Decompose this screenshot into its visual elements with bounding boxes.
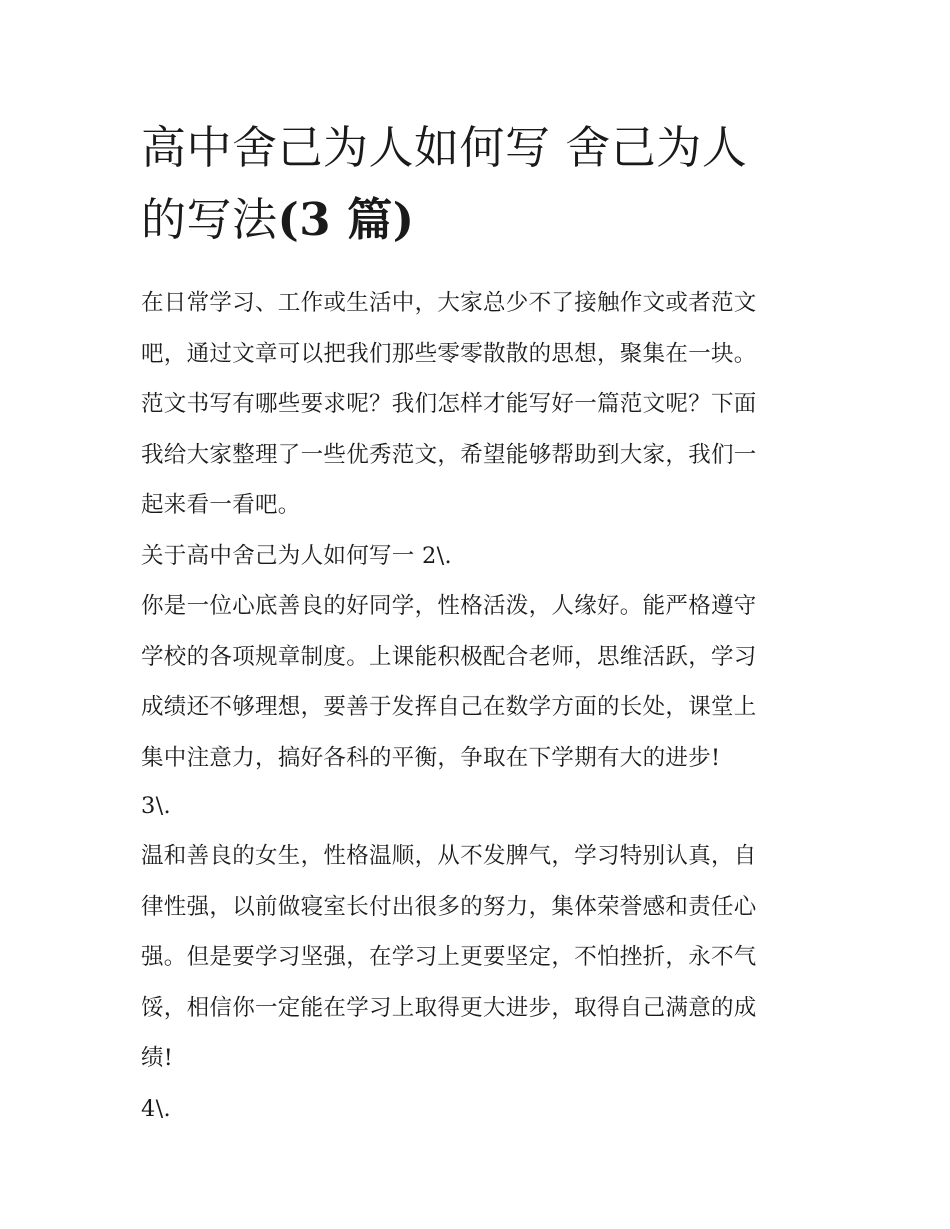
paragraph-line: 范文书写有哪些要求呢？我们怎样才能写好一篇范文呢？下面 — [141, 391, 757, 417]
paragraph-line: 律性强，以前做寝室长付出很多的努力，集体荣誉感和责任心 — [141, 893, 757, 920]
title-line-2-bold: (3 — [277, 193, 332, 246]
paragraph-line: 集中注意力，搞好各科的平衡，争取在下学期有大的进步! — [141, 744, 721, 771]
paragraph — [141, 531, 821, 582]
paragraph — [141, 1084, 821, 1135]
document-title — [141, 112, 821, 256]
paragraph-line: 关于高中舍己为人如何写一 2\. — [141, 542, 453, 569]
paragraph-line: 起来看一看吧。 — [141, 492, 301, 518]
paragraph-line: 馁，相信你一定能在学习上取得更大进步，取得自己满意的成 — [141, 994, 757, 1021]
paragraph-line: 强。但是要学习坚强，在学习上更要坚定，不怕挫折，永不气 — [141, 944, 757, 970]
title-line-2 — [141, 184, 821, 256]
title-line-2-middle: 篇 — [331, 193, 393, 246]
paragraph-line: 4\. — [141, 1095, 171, 1122]
paragraph-line: 学校的各项规章制度。上课能积极配合老师，思维活跃，学习 — [141, 643, 757, 670]
paragraph-line: 温和善良的女生，性格温顺，从不发脾气，学习特别认真，自 — [141, 843, 757, 869]
paragraph-line: 成绩还不够理想，要善于发挥自己在数学方面的长处，课堂上 — [141, 694, 757, 720]
paragraph — [141, 831, 821, 1084]
paragraph — [141, 581, 821, 783]
paragraph — [141, 783, 821, 829]
title-line-2-suffix: ) — [392, 193, 415, 246]
paragraph — [141, 278, 821, 531]
paragraph-line: 在日常学习、工作或生活中，大家总少不了接触作文或者范文 — [141, 290, 757, 316]
document-content — [141, 112, 821, 1134]
page-title — [141, 112, 821, 256]
title-line-2-prefix: 的写法 — [141, 193, 278, 246]
title-line-1: 高中舍己为人如何写 舍己为人 — [141, 121, 748, 174]
document-body — [141, 278, 821, 1134]
paragraph-line: 3\. — [141, 793, 171, 819]
paragraph-line: 绩! — [141, 1045, 174, 1071]
paragraph-line: 我给大家整理了一些优秀范文，希望能够帮助到大家，我们一 — [141, 441, 757, 468]
paragraph-line: 你是一位心底善良的好同学，性格活泼，人缘好。能严格遵守 — [141, 593, 757, 619]
paragraph-line: 吧，通过文章可以把我们那些零零散散的思想，聚集在一块。 — [141, 340, 757, 367]
